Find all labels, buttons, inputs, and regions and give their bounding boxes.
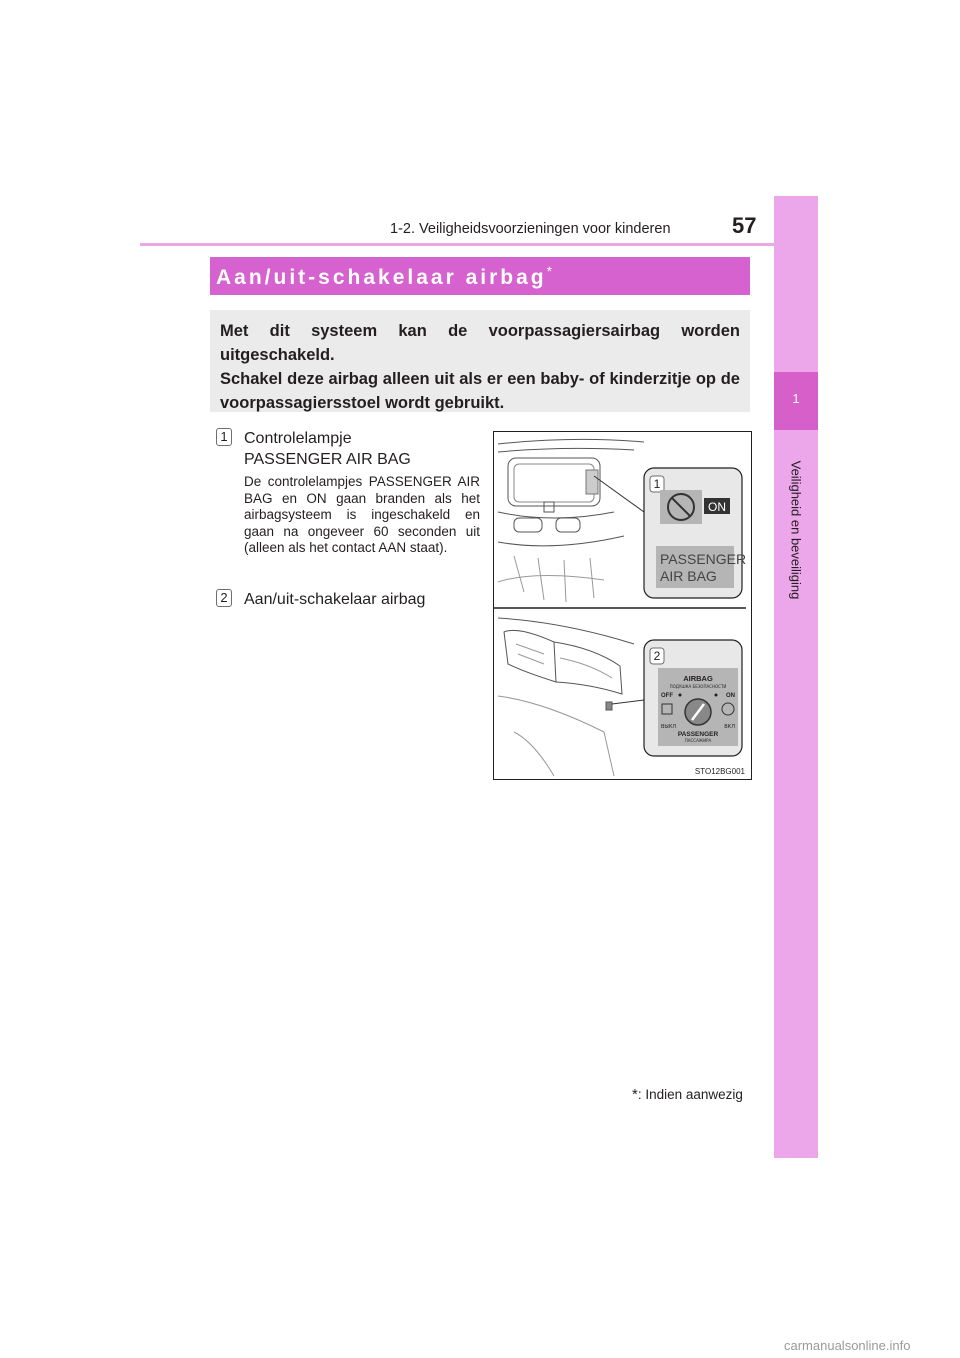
site-watermark: carmanualsonline.info	[784, 1338, 911, 1353]
chapter-number: 1	[792, 391, 800, 406]
switch-off-label: OFF	[661, 693, 673, 699]
passenger-airbag-label-line-1: PASSENGER	[660, 551, 747, 567]
footnote-asterisk-icon: *	[632, 1086, 638, 1103]
item-1-title	[244, 428, 411, 470]
item-1-title-line-1: Controlelampje	[244, 430, 352, 447]
item-number-badge-2: 2	[216, 589, 232, 607]
footnote	[632, 1086, 743, 1103]
switch-on-label: ON	[726, 693, 735, 699]
item-number-badge-1: 1	[216, 428, 232, 446]
item-2-title: Aan/uit-schakelaar airbag	[244, 591, 426, 608]
switch-bottom-label: PASSENGER	[677, 731, 719, 738]
item-1-description: De controlelampjes PASSENGER AIR BAG en ON gaan branden als het airbagsysteem is ingeschakeld en gaan na ongeveer 60 seconden uit (alleen als het contact AAN staat).	[244, 474, 480, 555]
section-title-text: Aan/uit-schakelaar airbag	[216, 266, 547, 289]
figure-image-code: STO12BG001	[694, 767, 745, 776]
airbag-illustration	[493, 431, 752, 780]
section-title	[216, 263, 552, 290]
switch-on-ru-label: ВКЛ	[724, 724, 735, 730]
switch-title-ru: ПОДУШКА БЕЗОПАСНОСТИ	[669, 684, 727, 689]
switch-bottom-ru-label: ПАССАЖИРА	[684, 738, 712, 743]
section-header: 1-2. Veiligheidsvoorzieningen voor kinderen	[390, 221, 671, 237]
footnote-text: : Indien aanwezig	[637, 1087, 743, 1102]
switch-off-ru-label: ВЫКЛ	[661, 724, 677, 730]
item-1-title-line-2: PASSENGER AIR BAG	[244, 451, 411, 468]
passenger-airbag-label-line-2: AIR BAG	[660, 568, 717, 584]
intro-box	[210, 310, 750, 412]
asterisk-icon: *	[546, 263, 553, 279]
chapter-side-tab	[774, 196, 818, 1158]
figure-callout-1-number: 1	[653, 477, 661, 491]
figure-callout-2-number: 2	[653, 649, 661, 663]
switch-title: AIRBAG	[683, 674, 713, 683]
illustration-svg	[494, 432, 751, 779]
header-rule	[140, 243, 790, 246]
intro-line-2: Schakel deze airbag alleen uit als er een baby- of kinderzitje op de voorpassagiersstoel wordt gebruikt.	[220, 370, 740, 412]
chapter-label: Veiligheid en beveiliging	[788, 460, 804, 600]
page-number: 57	[732, 213, 757, 238]
intro-line-1: Met dit systeem kan de voorpassagiersairbag worden uitgeschakeld.	[220, 322, 740, 364]
on-indicator-label: ON	[708, 500, 726, 514]
